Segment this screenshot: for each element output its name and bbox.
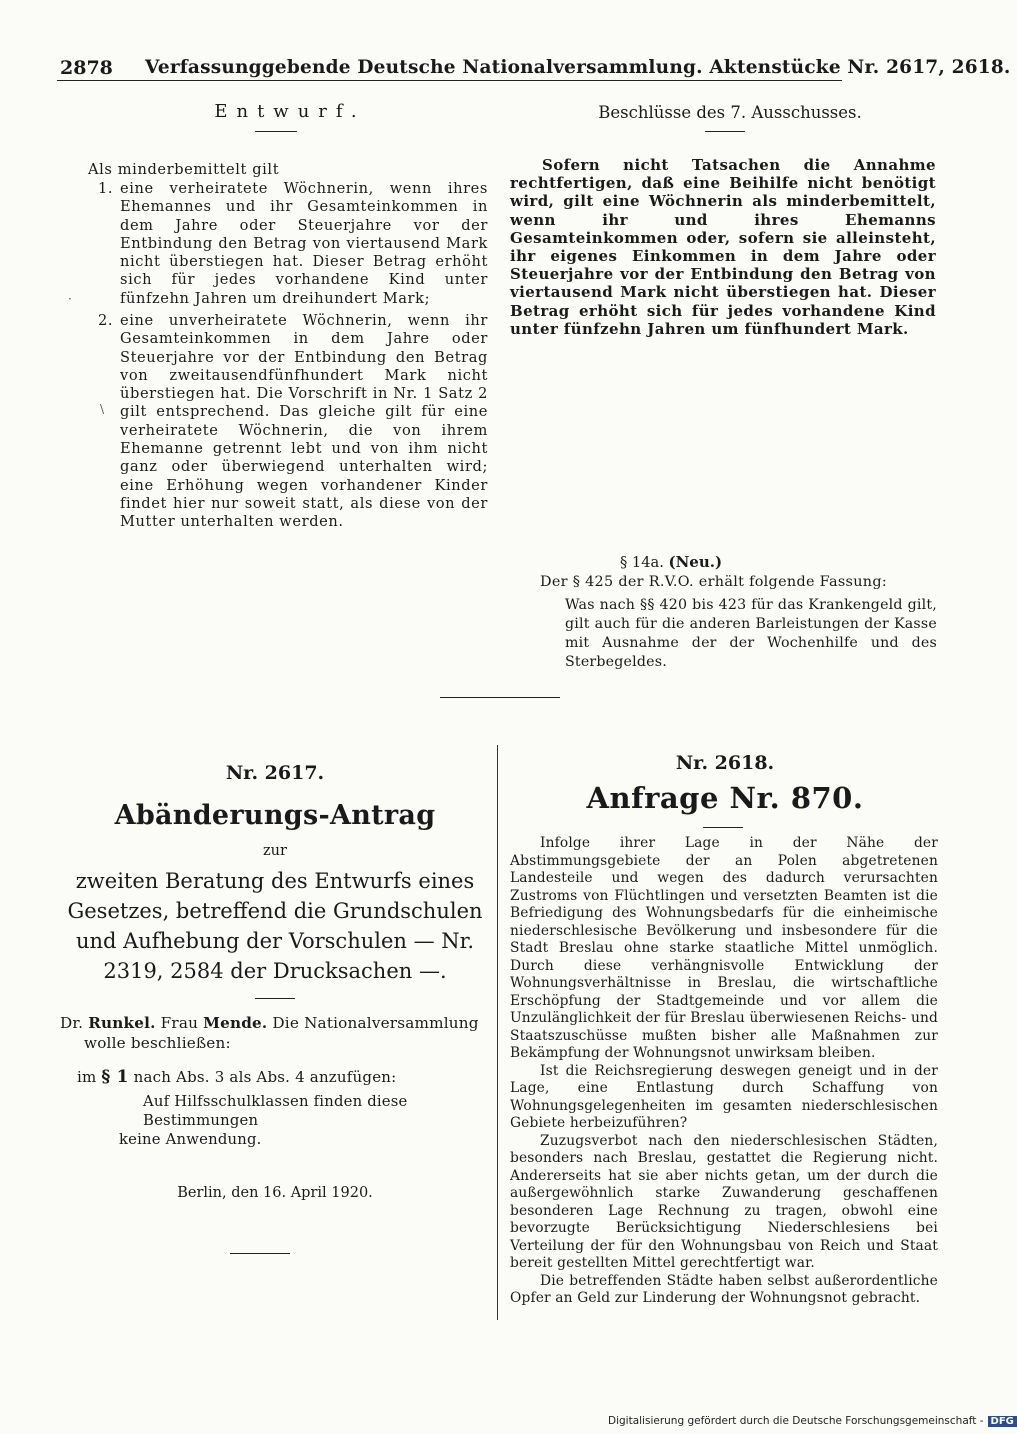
scan-mark: \ [100,402,105,416]
amend-pre: im [77,1068,97,1086]
amend-line-2: keine Anwendung. [119,1131,262,1148]
inquiry-para-1: Infolge ihrer Lage in der Nähe der Abstimmungsgebiete der an Polen abgetretenen Landesteile und wegen des dadurch verursachten Zustroms von Flüchtlingen und versetzten Beamten ist die Befriedigung des Wohnungsbedarfs für die einheimische niederschlesische Bevölkerung und insbesondere für die Stadt Breslau ohne starke staatliche Mittel unmöglich. Durch diese verhängnisvolle Entwicklung der Wohnungsverhältnisse in Breslau, die wirtschaftliche Erschöpfung der Stadtgemeinde und vor allem die Unzulänglichkeit der für Breslau überwiesenen Reichs- und Staatszuschüsse mußten bisher alle Maßnahmen zur Bekämpfung der Wohnungsnot unwirksam bleiben. [510,835,938,1061]
signer-2: Mende. [203,1014,268,1032]
doc-2617-end-rule [230,1253,290,1254]
signer-text-1: Die Nationalversammlung [272,1014,479,1032]
doc-2617-date: Berlin, den 16. April 1920. [177,1185,373,1201]
page-number: 2878 [60,57,113,79]
paragraph-14a-tag: (Neu.) [668,553,723,571]
inquiry-para-2: Ist die Reichsregierung deswegen geneigt und in der Lage, eine Entlastung durch Schaffung von Wohnungsgelegenheiten im gesamten niederschlesischen Gebiete herbeizuführen? [510,1062,938,1131]
doc-2617-title: Abänderungs-Antrag [114,800,436,831]
draft-item-2 [98,312,488,532]
doc-2617-zur: zur [263,843,287,859]
draft-item-1-text: eine verheiratete Wöchnerin, wenn ihres Ehemannes und ihr Gesamteinkommen in dem Jahre oder Steuerjahre vor der Entbindung den Betrag von viertausend Mark nicht überstiegen hat. Dieser Betrag erhöht sich für jedes vorhandene Kind unter fünfzehn Jahren um dreihundert Mark; [120,180,488,307]
draft-item-2-number: 2. [98,312,114,329]
paragraph-14a-heading [620,553,722,571]
scan-mark: · [68,292,72,306]
header-rule [57,80,842,81]
draft-item-1 [98,180,488,308]
signer-mid: Frau [160,1014,199,1032]
signer-prefix: Dr. [60,1014,84,1032]
paragraph-14a-intro: Der § 425 der R.V.O. erhält folgende Fassung: [540,574,888,590]
draft-item-2-text: eine unverheiratete Wöchnerin, wenn ihr Gesamteinkommen in dem Jahre oder Steuerjahre vor der Entbindung den Betrag von zweitausendfünfhundert Mark nicht überstiegen hat. Die Vorschrift in Nr. 1 Satz 2 gilt entsprechend. Das gleiche gilt für eine verheiratete Wöchnerin, die von ihrem Ehemanne getrennt lebt und von ihm nicht ganz oder überwiegend unterhalten wird; eine Erhöhung wegen vorhandener Kinder findet hier nur soweit statt, als diese von der Mutter unterhalten werden. [120,312,488,531]
digitization-footer [608,1415,1017,1427]
doc-2617-amendment [77,1067,396,1087]
doc-2618-title: Anfrage Nr. 870. [586,781,864,815]
column-divider [497,745,498,1320]
doc-2617-amendment-text [119,1092,483,1149]
paragraph-14a-body: Was nach §§ 420 bis 423 für das Krankengeld gilt, gilt auch für die anderen Barleistungen der Kasse mit Ausnahme der der Wochenhilfe und des Sterbegeldes. [565,597,937,670]
amend-section: § 1 [101,1067,129,1087]
doc-2617-signers [60,1013,490,1053]
inquiry-para-3: Zuzugsverbot nach den niederschlesischen Städten, besonders nach Breslau, gestattet die Regierung nicht. Andererseits hat sie aber nichts getan, um der durch die außergewöhnlich starke Zuwanderung geschaffenen besonderen Lage Rechnung zu tragen, obwohl eine bevorzugte Berücksichtigung Niederschlesiens bei Verteilung der für den Wohnungsbau von Reich und Staat bereit gestellten Mittel gerechtfertigt war. [510,1132,938,1271]
dfg-logo: DFG [988,1416,1017,1427]
draft-heading: Entwurf. [214,101,366,122]
committee-decision [510,156,936,338]
committee-heading: Beschlüsse des 7. Ausschusses. [598,103,862,122]
decision-text: Sofern nicht Tatsachen die Annahme rechtfertigen, daß eine Beihilfe nicht benötigt wird, gilt eine Wöchnerin als minderbemittelt, wenn ihr und ihres Ehemanns Gesamteinkommen oder, sofern sie alleinsteht, ihr eigenes Einkommen in dem Jahre oder Steuerjahre vor der Entbindung den Betrag von viertausend Mark nicht überstiegen hat. Dieser Betrag erhöht sich für jedes vorhandene Kind unter fünfzehn Jahren um fünfhundert Mark. [510,156,936,338]
doc-2617-subject: zweiten Beratung des Entwurfs eines Gesetzes, betreffend die Grundschulen und Aufhebung der Vorschulen — Nr. 2319, 2584 der Drucksachen —. [67,869,483,983]
doc-2618-number: Nr. 2618. [675,752,775,774]
draft-item-1-number: 1. [98,180,114,197]
draft-intro: Als minderbemittelt gilt [88,161,280,178]
section-divider [440,697,560,698]
doc-2618-inquiry [510,835,938,1308]
signer-1: Runkel. [88,1014,156,1032]
doc-2618-rule [703,827,743,828]
footer-text: Digitalisierung gefördert durch die Deutsche Forschungsgemeinschaft - [608,1415,984,1427]
signer-text-2: wolle beschließen: [84,1034,231,1052]
inquiry-para-4: Die betreffenden Städte haben selbst außerordentliche Opfer an Geld zur Linderung der Wohnungsnot gebracht. [510,1272,938,1306]
heading-rule-right [705,131,745,132]
amend-line-1: Auf Hilfsschulklassen finden diese Bestimmungen [143,1093,408,1129]
doc-2617-rule [255,998,295,999]
amend-post: nach Abs. 3 als Abs. 4 anzufügen: [133,1068,397,1086]
running-header: Verfassunggebende Deutsche Nationalversammlung. Aktenstücke Nr. 2617, 2618. [145,57,1011,78]
heading-rule-left [255,131,297,132]
paragraph-14a-label: § 14a. [620,554,664,571]
doc-2617-number: Nr. 2617. [225,762,325,784]
